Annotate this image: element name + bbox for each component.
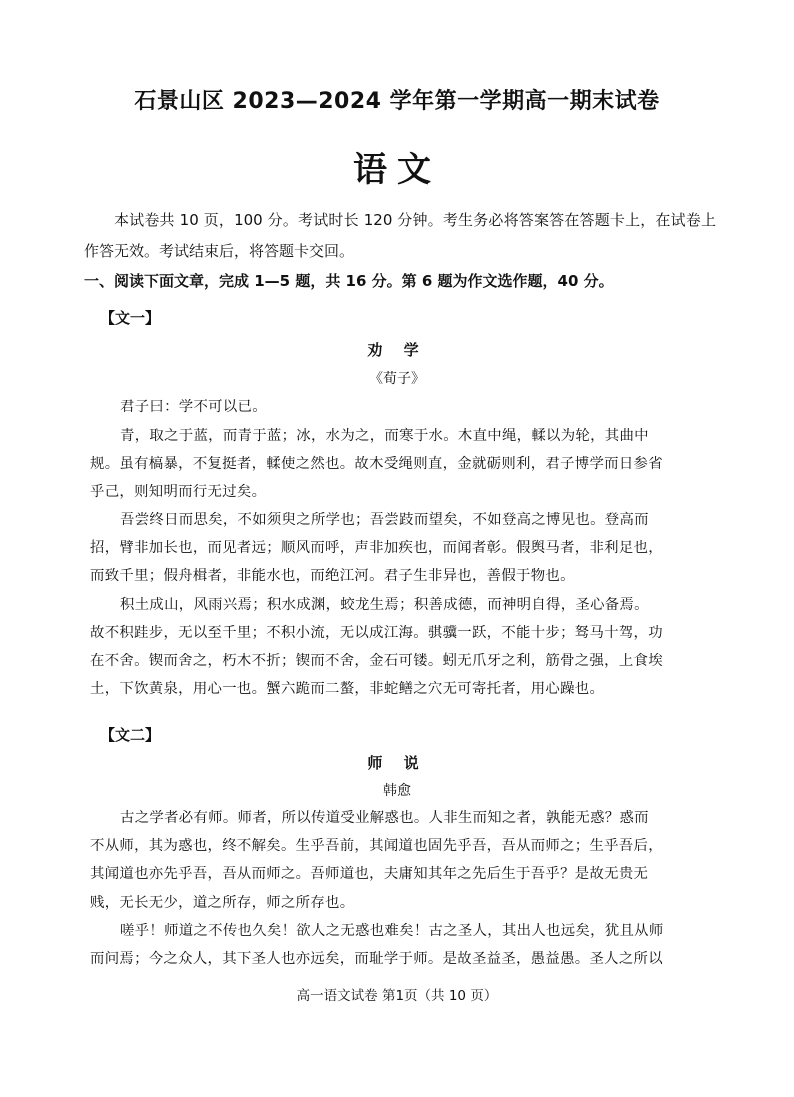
exam-instructions: 本试卷共 10 页，100 分。考试时长 120 分钟。考生务必将答案答在答题卡上，在试卷上作答无效。考试结束后，将答题卡交回。: [84, 211, 716, 260]
text1-line: 故不积跬步，无以至千里；不积小流，无以成江海。骐骥一跃，不能十步；驽马十驾，功: [90, 625, 663, 641]
section-one-heading: 一、阅读下面文章，完成 1—5 题，共 16 分。第 6 题为作文选作题，40 分。: [84, 272, 614, 290]
subject-heading: 语文: [353, 150, 441, 190]
text1-line: 在不舍。锲而舍之，朽木不折；锲而不舍，金石可镂。蚓无爪牙之利，筋骨之强，上食埃: [90, 653, 663, 669]
text2-line: 不从师，其为惑也，终不解矣。生乎吾前，其闻道也固先乎吾，吾从而师之；生乎吾后，: [90, 838, 663, 854]
page-footer: 高一语文试卷 第1页（共 10 页）: [296, 988, 498, 1004]
text1-line: 积土成山，风雨兴焉；积水成渊，蛟龙生焉；积善成德，而神明自得，圣心备焉。: [120, 597, 649, 613]
text1-line: 君子曰：学不可以已。: [120, 399, 267, 415]
text1-line: 规。虽有槁暴，不复挺者，輮使之然也。故木受绳则直，金就砺则利，君子博学而日参省: [90, 456, 663, 472]
text1-line: 青，取之于蓝，而青于蓝；冰，水为之，而寒于水。木直中绳，輮以为轮，其曲中: [120, 428, 649, 444]
exam-title: 石景山区 2023—2024 学年第一学期高一期末试卷: [134, 89, 660, 114]
text1-line: 土，下饮黄泉，用心一也。蟹六跪而二螯，非蛇鳝之穴无可寄托者，用心躁也。: [90, 681, 605, 697]
text2-line: 其闻道也亦先乎吾，吾从而师之。吾师道也，夫庸知其年之先后生于吾乎？是故无贵无: [90, 866, 649, 882]
text2-line: 而问焉；今之众人，其下圣人也亦远矣，而耻学于师。是故圣益圣，愚益愚。圣人之所以: [90, 951, 663, 967]
text2-line: 古之学者必有师。师者，所以传道受业解惑也。人非生而知之者，孰能无惑？惑而: [120, 810, 649, 826]
text1-line: 招，臂非加长也，而见者远；顺风而呼，声非加疾也，而闻者彰。假舆马者，非利足也，: [90, 540, 663, 556]
text1-line: 吾尝终日而思矣，不如须臾之所学也；吾尝跂而望矣，不如登高之博见也。登高而: [120, 512, 649, 528]
text2-title: 师 说: [367, 754, 427, 772]
text2-author: 韩愈: [383, 783, 411, 799]
text1-line: 乎己，则知明而行无过矣。: [90, 484, 267, 500]
text1-title: 劝 学: [367, 341, 427, 359]
text2-tag: 【文二】: [100, 726, 161, 744]
text2-line: 贱，无长无少，道之所存，师之所存也。: [90, 895, 355, 911]
text2-line: 嗟乎！师道之不传也久矣！欲人之无惑也难矣！古之圣人，其出人也远矣，犹且从师: [120, 923, 664, 939]
text1-line: 而致千里；假舟楫者，非能水也，而绝江河。君子生非异也，善假于物也。: [90, 568, 575, 584]
text1-tag: 【文一】: [100, 309, 161, 327]
text1-author: 《荀子》: [369, 371, 425, 387]
